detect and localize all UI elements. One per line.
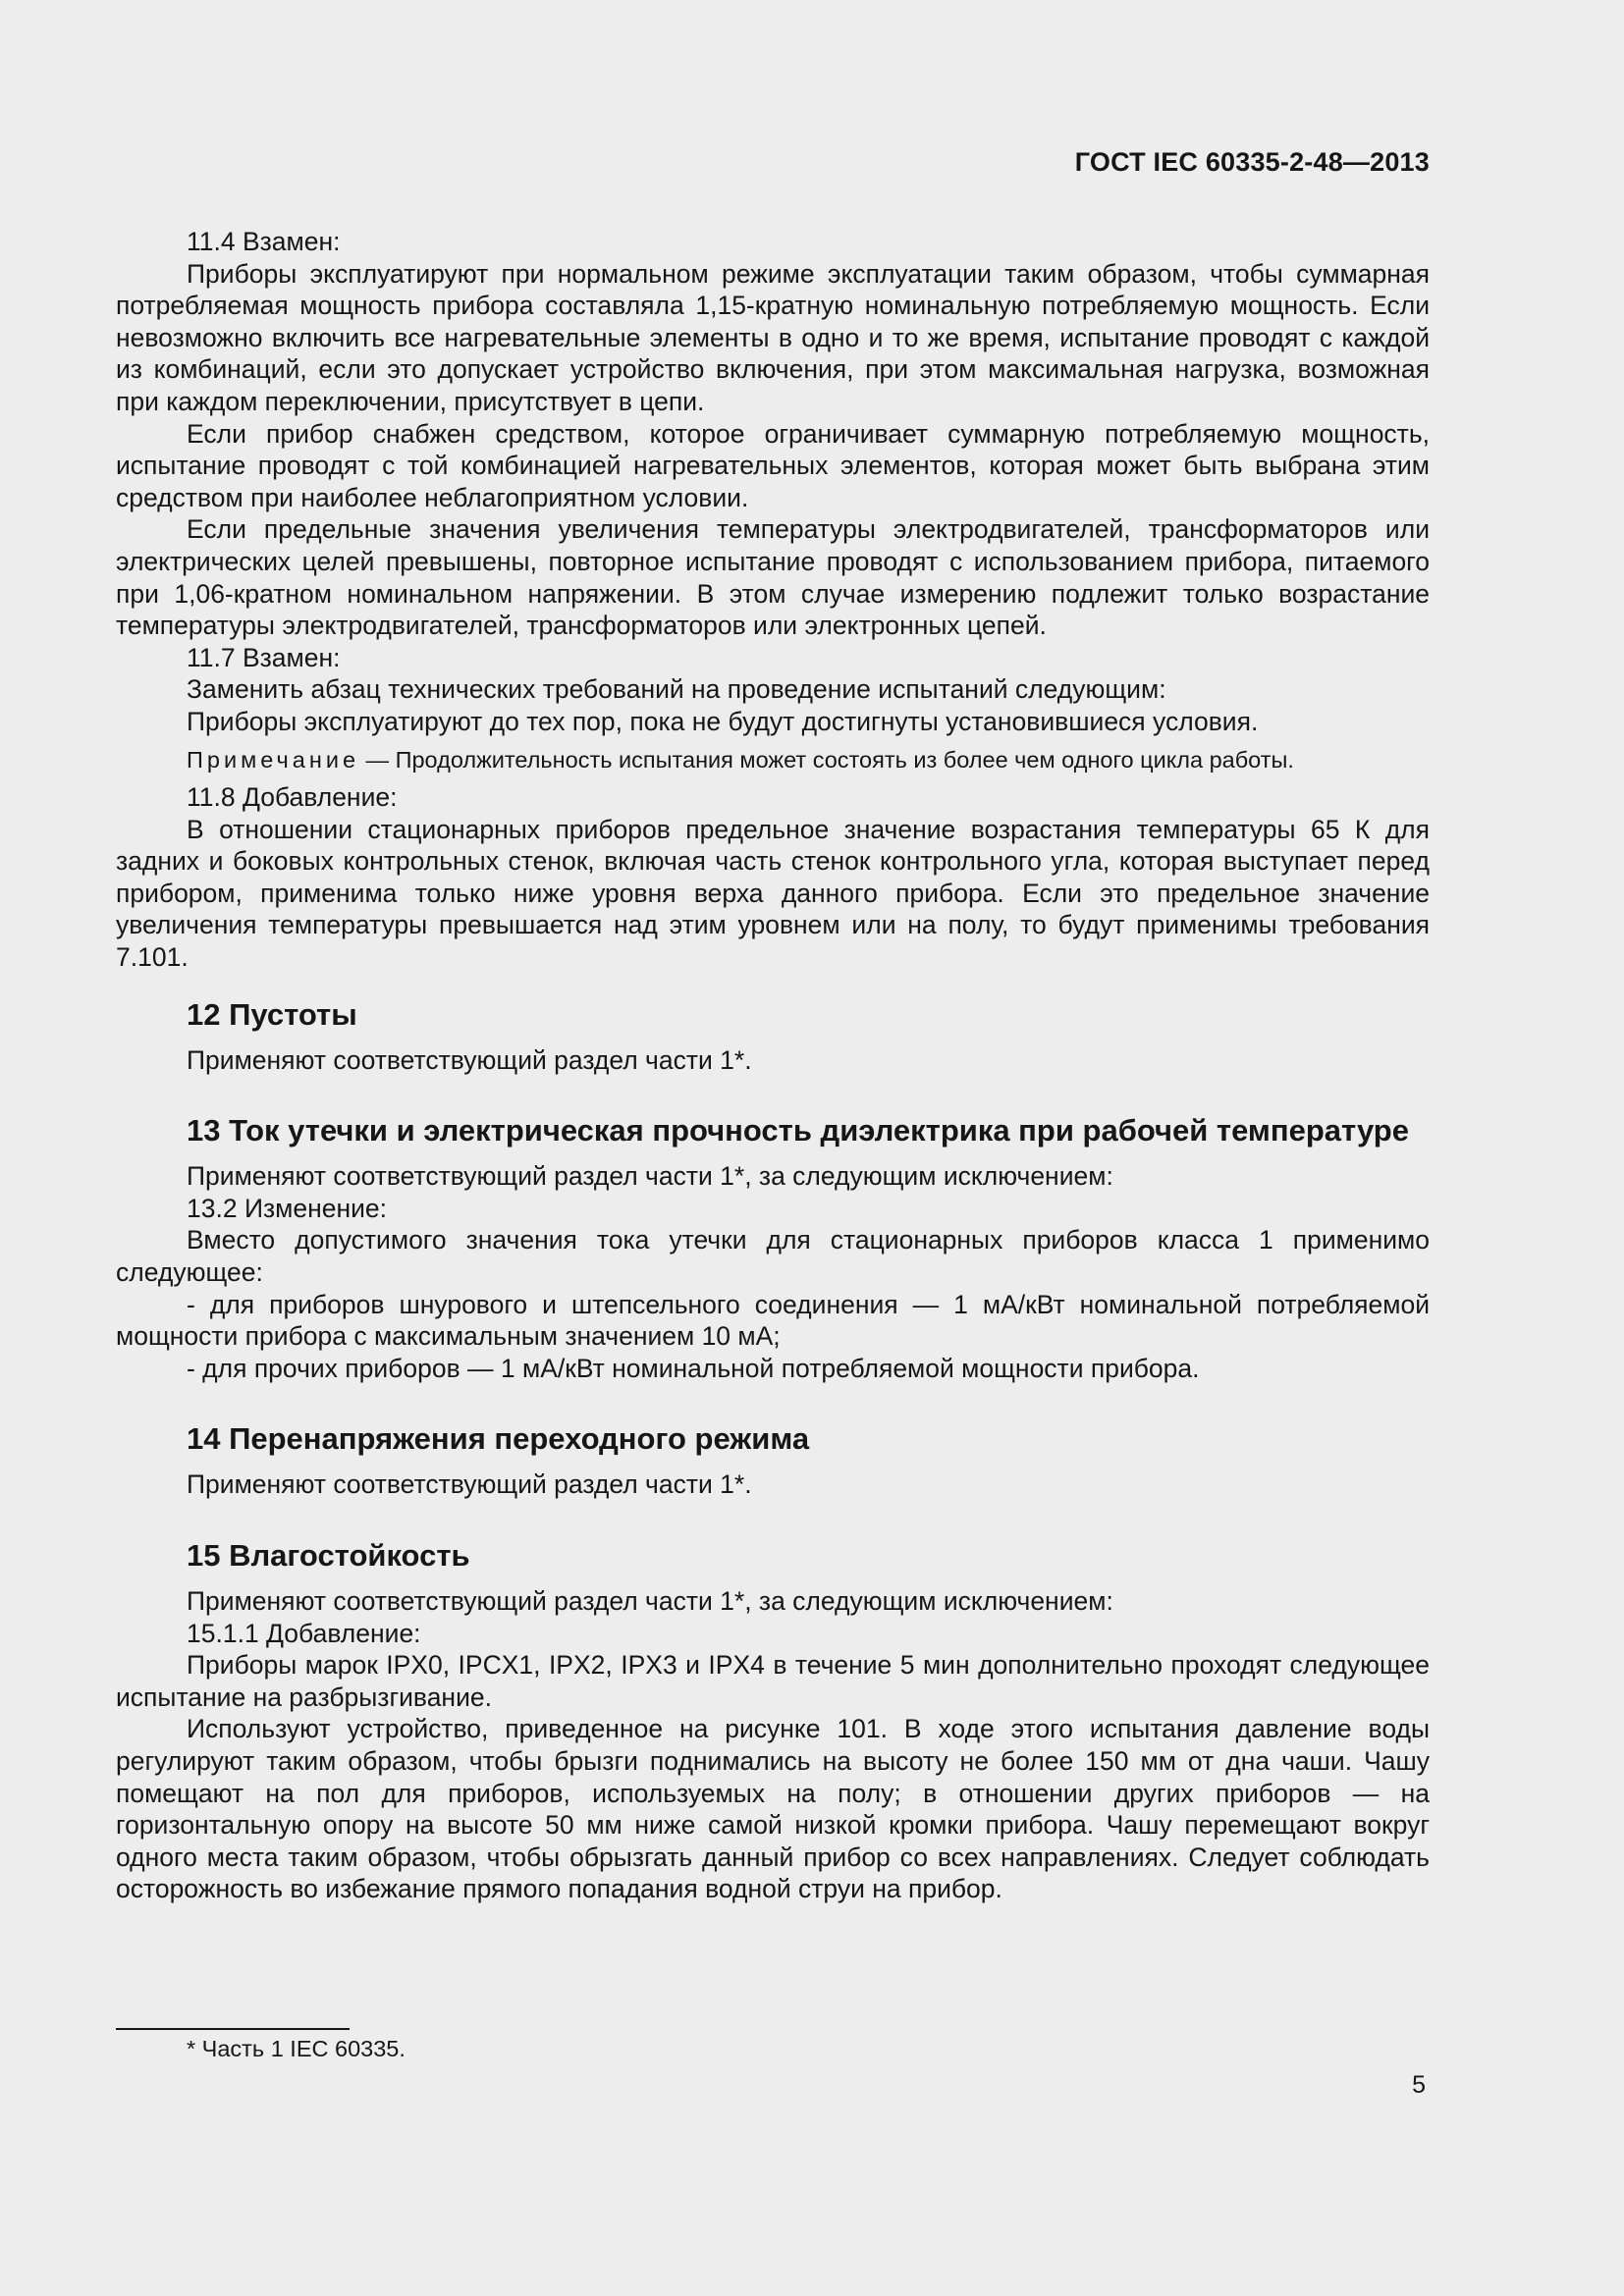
- document-body: [116, 226, 1430, 1905]
- paragraph: Применяют соответствующий раздел части 1*.: [187, 1469, 752, 1500]
- note-text: — Продолжительность испытания может состоять из более чем одного цикла работы.: [359, 746, 1294, 773]
- clause-11-8-title: 11.8 Добавление:: [187, 782, 398, 813]
- clause-11-4-title: 11.4 Взамен:: [187, 227, 341, 256]
- paragraph: Приборы эксплуатируют при нормальном режиме эксплуатации таким образом, чтобы суммарная потребляемая мощность прибора составляла 1,15-кратную номинальную потребляемую мощность. Если невозможно включить все нагревательные элементы в одно и то же время, испытание проводят с каждой из комбинаций, если это допускает устройство включения, при этом максимальная нагрузка, возможная при каждом переключении, присутствует в цепи.: [116, 258, 1430, 416]
- section-12-heading: 12 Пустоты: [187, 996, 357, 1032]
- list-item: - для прочих приборов — 1 мА/кВт номинальной потребляемой мощности прибора.: [187, 1353, 1200, 1383]
- paragraph: Приборы марок IPX0, IPCX1, IPX2, IPX3 и IPX4 в течение 5 мин дополнительно проходят следующее испытание на разбрызгивание.: [116, 1650, 1430, 1712]
- paragraph: В отношении стационарных приборов предельное значение возрастания температуры 65 К для задних и боковых контрольных стенок, включая часть стенок контрольного угла, которая выступает перед прибором, применима только ниже уровня верха данного прибора. Если это предельное значение увеличения температуры превышается над этим уровнем или на полу, то будут применимы требования 7.101.: [116, 814, 1430, 973]
- list-item: - для приборов шнурового и штепсельного соединения — 1 мА/кВт номинальной потребляемой мощности прибора с максимальным значением 10 мА;: [116, 1289, 1430, 1352]
- paragraph: Заменить абзац технических требований на проведение испытаний следующим:: [187, 674, 1166, 705]
- clause-13-2-title: 13.2 Изменение:: [187, 1193, 388, 1223]
- page-number: 5: [1412, 2071, 1426, 2099]
- paragraph: Применяют соответствующий раздел части 1*.: [187, 1044, 752, 1075]
- paragraph: Если предельные значения увеличения температуры электродвигателей, трансформаторов или электрических целей превышены, повторное испытание проводят с использованием прибора, питаемого при 1,06-кратном номинальном напряжении. В этом случае измерению подлежит только возрастание температуры электродвигателей, трансформаторов или электронных цепей.: [116, 514, 1430, 641]
- paragraph: Приборы эксплуатируют до тех пор, пока не будут достигнуты установившиеся условия.: [187, 706, 1259, 736]
- document-page: [116, 0, 1430, 2296]
- section-13-heading: 13 Ток утечки и электрическая прочность диэлектрика при рабочей температуре: [187, 1113, 1409, 1148]
- paragraph: Применяют соответствующий раздел части 1*, за следующим исключением:: [187, 1161, 1113, 1192]
- paragraph: Применяют соответствующий раздел части 1*, за следующим исключением:: [187, 1586, 1113, 1616]
- section-14-heading: 14 Перенапряжения переходного режима: [187, 1421, 810, 1457]
- footnote: * Часть 1 IEC 60335.: [187, 2036, 406, 2061]
- document-header: ГОСТ IEC 60335-2-48—2013: [1074, 147, 1430, 177]
- note: [116, 744, 1430, 776]
- section-15-heading: 15 Влагостойкость: [187, 1538, 470, 1573]
- paragraph: Используют устройство, приведенное на рисунке 101. В ходе этого испытания давление воды регулируют таким образом, чтобы брызги поднимались на высоту не более 150 мм от дна чаши. Чашу помещают на пол для приборов, используемых на полу; в отношении других приборов — на горизонтальную опору на высоте 50 мм ниже самой низкой кромки прибора. Чашу перемещают вокруг одного места таким образом, чтобы обрызгать данный прибор со всех направлениях. Следует соблюдать осторожность во избежание прямого попадания водной струи на прибор.: [116, 1714, 1430, 1904]
- paragraph: Если прибор снабжен средством, которое ограничивает суммарную потребляемую мощность, испытание проводят с той комбинацией нагревательных элементов, которая может быть выбрана этим средством при наиболее неблагоприятном условии.: [116, 418, 1430, 512]
- clause-11-7-title: 11.7 Взамен:: [187, 642, 341, 672]
- clause-15-1-1-title: 15.1.1 Добавление:: [187, 1618, 421, 1648]
- paragraph: Вместо допустимого значения тока утечки для стационарных приборов класса 1 применимо следующее:: [116, 1225, 1430, 1288]
- note-label: Примечание: [187, 746, 360, 773]
- footnote-divider: [116, 2028, 350, 2030]
